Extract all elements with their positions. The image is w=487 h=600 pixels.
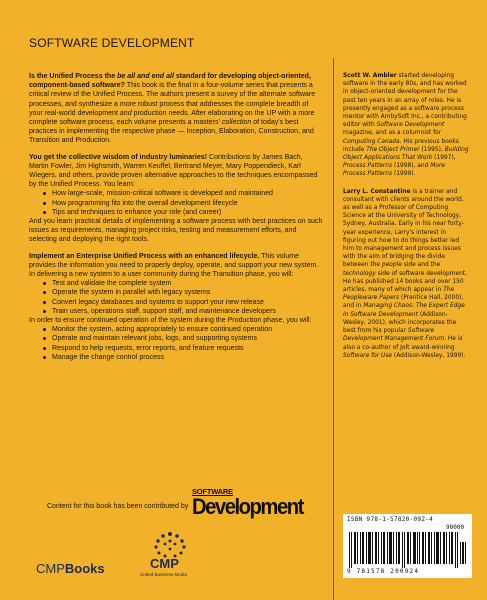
- list-item: Respond to help requests, error reports, and feature requests: [43, 344, 323, 353]
- bio-ambler: Scott W. Ambler started developing software in the early 80s, and has worked in object-oriented development for the past ten years in an array of roles. He is presently engaged as a software process mentor with AmbySoft Inc., a contributing editor with Software Development magazine, and as a columnist for Computing Canada. His previous books include The Object Primer (1995), Building Object Applications That Work (1997), Process Patterns (1998), and More Process Patterns (1999).: [343, 73, 469, 178]
- software-development-logo: [192, 487, 303, 519]
- list-item: How large-scale, mission-critical software is developed and maintained: [43, 189, 323, 198]
- barcode-bars-icon: [347, 524, 468, 568]
- main-column: [29, 72, 323, 362]
- list-item: Manage the change control process: [43, 353, 323, 362]
- learn-list: [43, 189, 323, 217]
- list-item: Convert legacy databases and systems to support your new release: [43, 298, 323, 307]
- list-item: Test and validate the complete system: [43, 279, 323, 288]
- author-bios: [343, 72, 469, 369]
- practices-paragraph: And you learn practical details of implementing a software process with best practices on such issues as requirements, managing project risks, testing and measurement efforts, and selecting and deploying the right tools.: [29, 218, 323, 244]
- wisdom-paragraph: You get the collective wisdom of industry luminaries! Contributions by James Bach, Martin Fowler, Jim Highsmith, Warren Keuffel, Bertrand Meyer, Mary Poppendieck, Karl Wiegers, and others, provide proven alternative approaches to the techniques encompassed by the Unified Process. You learn:: [29, 153, 318, 189]
- barcode-digits: 9 781578 200924: [347, 568, 420, 575]
- logo-software-word: SOFTWARE: [192, 487, 233, 496]
- contribution-credit: Content for this book has been contributed by: [47, 503, 189, 510]
- intro-paragraph: Is the Unified Process the be all and end all standard for developing object-oriented, component-based software? This book is the final in a four-volume series that presents a critical review of the Unified Process. The authors present a survey of the alternate software processes, and synthesize a more robust process that addresses the complete breadth of your real-world development and production needs. After elaborating on the UP with a more complete software process, each volume presents a masters' collection of today's best practices in implementing the respective phase — Inception, Elaboration, Construction, and Transition and Production.: [29, 73, 316, 145]
- list-item: Train users, operations staff, support staff, and maintenance developers: [43, 307, 323, 316]
- isbn-text: ISBN 978-1-57820-092-4: [347, 516, 434, 523]
- cmp-books-logo: CMPBooks: [36, 561, 105, 576]
- list-item: How programming fits into the overall development lifecycle: [43, 199, 323, 208]
- bio-constantine: Larry L. Constantine is a trainer and consultant with clients around the world, as well as a Professor of Computing Science at the University of Technology, Sydney, Australia. Early in his near forty-year experience, Larry's interest in figuring out how to do things better led him to management and process issues with the aim of bridging the divide between the people side and the technology side of software development. He has published 14 books and over 150 articles, many of which appear in The Peopleware Papers (Prentice Hall, 2000), and in Managing Chaos: The Expert Edge in Software Development (Addison-Wesley, 2001), which incorporates the best from his popular Software Development Management Forum. He is also a co-author of Jolt award-winning Software for Use (Addison-Wesley, 1999).: [343, 188, 467, 359]
- production-paragraph: In order to ensure continued operation of the system during the Production phase, you will:: [29, 317, 312, 325]
- list-item: Monitor the system, acting appropriately to ensure continued operation: [43, 325, 323, 334]
- price-code: 90000: [446, 524, 465, 531]
- lifecycle-paragraph: Implement an Enterprise Unified Process with an enhanced lifecycle. This volume provides the information you need to properly deploy, operate, and support your new system. In delivering a new system to a user community during the Transition phase, you will:: [29, 252, 319, 279]
- cmp-wordmark: CMP: [150, 556, 179, 571]
- production-list: [43, 325, 323, 362]
- column-divider: [333, 58, 334, 600]
- list-item: Operate the system in parallel with legacy systems: [43, 288, 323, 297]
- list-item: Tips and techniques to enhance your role (and career): [43, 208, 323, 217]
- series-title: SOFTWARE DEVELOPMENT: [29, 36, 195, 50]
- list-item: Operate and maintain relevant jobs, logs, and supporting systems: [43, 334, 323, 343]
- transition-list: [43, 279, 323, 316]
- cmp-tagline: United Business Media: [140, 572, 187, 577]
- logo-development-word: Development: [192, 494, 303, 519]
- isbn-barcode: [343, 514, 472, 578]
